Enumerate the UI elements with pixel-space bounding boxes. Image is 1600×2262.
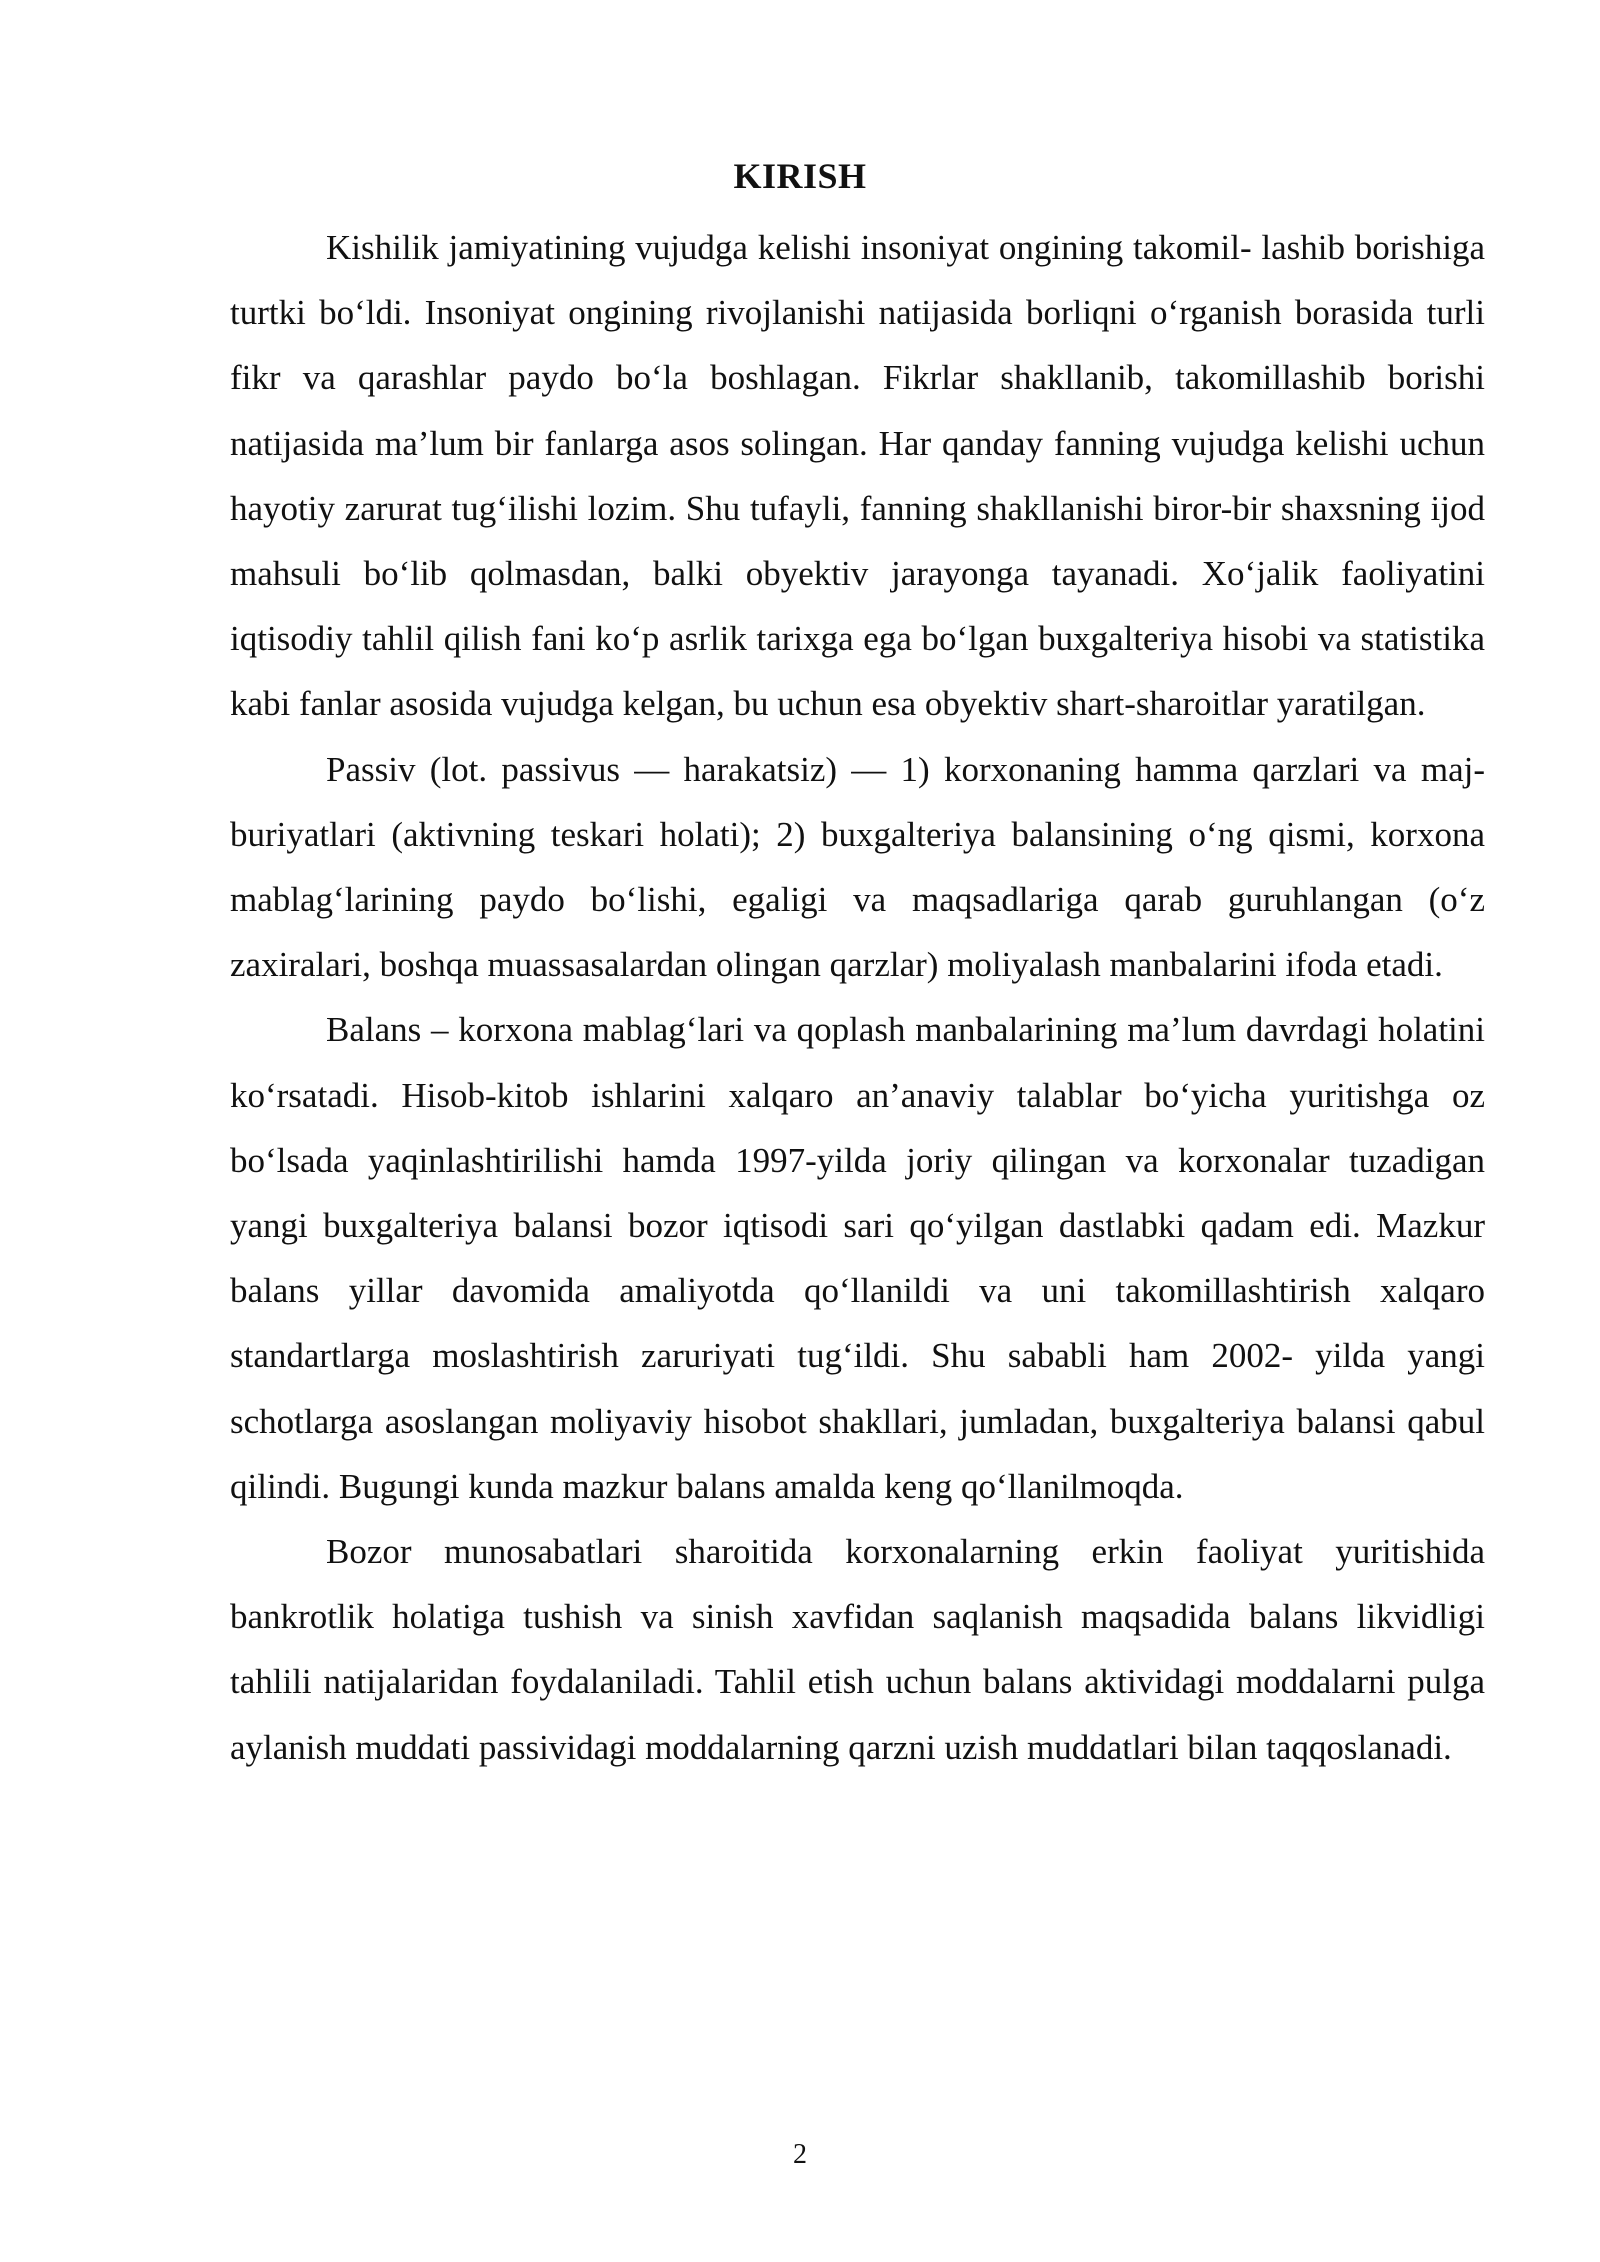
paragraph-bozor: Bozor munosabatlari sharoitida korxonalarning erkin faoliyat yuritishida bankrotlik holatiga tushish va sinish xavfidan saqlanish maqsadida balans likvidligi tahlili natijalaridan foydalaniladi. Tahlil etish uchun balans aktividagi moddalarni pulga aylanish muddati passividagi moddalarning qarzni uzish muddatlari bilan taqqoslanadi. [230, 1532, 1485, 1767]
paragraph-balans: Balans – korxona mablag‘lari va qoplash manbalarining ma’lum davrdagi holatini ko‘rsatadi. Hisob-kitob ishlarini xalqaro an’anaviy talablar bo‘yicha yuritishga oz bo‘lsada yaqinlashtirilishi hamda 1997-yilda joriy qilingan va korxonalar tuzadigan yangi buxgalteriya balansi bozor iqtisodi sari qo‘yilgan dastlabki qadam edi. Mazkur balans yillar davomida amaliyotda qo‘llanildi va uni takomillashtirish xalqaro standartlarga moslashtirish zaruriyati tug‘ildi. Shu sababli ham 2002- yilda yangi schotlarga asoslangan moliyaviy hisobot shakllari, jumladan, buxgalteriya balansi qabul qilindi. Bugungi kunda mazkur balans amalda keng qo‘llanilmoqda. [230, 1010, 1485, 1506]
body-text [230, 215, 1485, 1780]
page-heading: KIRISH [733, 156, 867, 196]
paragraph-introduction: Kishilik jamiyatining vujudga kelishi insoniyat ongining takomil- lashib borishiga turtki bo‘ldi. Insoniyat ongining rivojlanishi natijasida borliqni o‘rganish borasida turli fikr va qarashlar paydo bo‘la boshlagan. Fikrlar shakllanib, takomillashib borishi natijasida ma’lum bir fanlarga asos solingan. Har qanday fanning vujudga kelishi uchun hayotiy zarurat tug‘ilishi lozim. Shu tufayli, fanning shakllanishi biror-bir shaxsning ijod mahsuli bo‘lib qolmasdan, balki obyektiv jarayonga tayanadi. Xo‘jalik faoliyatini iqtisodiy tahlil qilish fani ko‘p asrlik tarixga ega bo‘lgan buxgalteriya hisobi va statistika kabi fanlar asosida vujudga kelgan, bu uchun esa obyektiv shart-sharoitlar yaratilgan. [230, 228, 1485, 724]
paragraph-passiv: Passiv (lot. passivus — harakatsiz) — 1) korxonaning hamma qarzlari va maj- buriyatlari (aktivning teskari holati); 2) buxgalteriya balansining o‘ng qismi, korxona mablag‘larining paydo bo‘lishi, egaligi va maqsadlariga qarab guruhlangan (o‘z zaxiralari, boshqa muassasalardan olingan qarzlar) moliyalash manbalarini ifoda etadi. [230, 749, 1485, 985]
page-number: 2 [793, 2139, 807, 2170]
